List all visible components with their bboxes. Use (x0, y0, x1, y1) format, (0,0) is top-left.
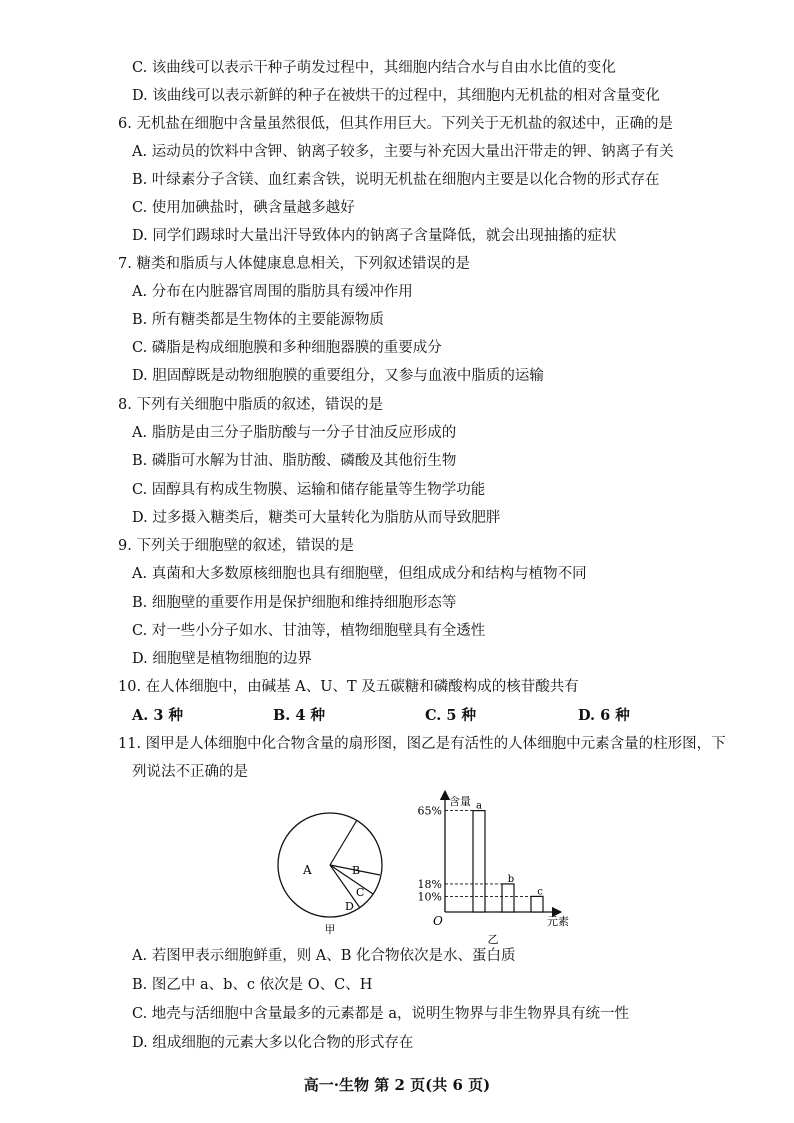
q8-stem: 8. 下列有关细胞中脂质的叙述，错误的是 (118, 397, 383, 413)
pie-label-a: A (303, 863, 312, 877)
q9-option-a: A. 真菌和大多数原核细胞也具有细胞壁，但组成成分和结构与植物不同 (132, 566, 587, 582)
q7-option-d: D. 胆固醇既是动物细胞膜的重要组分，又参与血液中脂质的运输 (132, 368, 544, 384)
q9-option-b: B. 细胞壁的重要作用是保护细胞和维持细胞形态等 (132, 595, 457, 611)
q7-option-c: C. 磷脂是构成细胞膜和多种细胞器膜的重要成分 (132, 340, 442, 356)
bar-c (531, 896, 543, 912)
q6-option-a: A. 运动员的饮料中含钾、钠离子较多，主要与补充因大量出汗带走的钾、钠离子有关 (132, 144, 674, 160)
q6-option-b: B. 叶绿素分子含镁、血红素含铁，说明无机盐在细胞内主要是以化合物的形式存在 (132, 172, 660, 188)
q11-option-a: A. 若图甲表示细胞鲜重，则 A、B 化合物依次是水、蛋白质 (132, 948, 516, 964)
q11-option-c: C. 地壳与活细胞中含量最多的元素都是 a，说明生物界与非生物界具有统一性 (132, 1006, 630, 1022)
q9-option-d: D. 细胞壁是植物细胞的边界 (132, 651, 312, 667)
q7-option-a: A. 分布在内脏器官周围的脂肪具有缓冲作用 (132, 284, 413, 300)
q5-option-c: C. 该曲线可以表示干种子萌发过程中，其细胞内结合水与自由水比值的变化 (132, 60, 616, 76)
q10-option-b: B. 4 种 (273, 707, 325, 724)
pie-label-d: D (345, 900, 354, 913)
x-axis-label: 元素 (547, 915, 569, 928)
figure-yi-caption: 乙 (487, 933, 499, 946)
q11-option-b: B. 图乙中 a、b、c 依次是 O、C、H (132, 977, 373, 993)
origin-label: O (433, 914, 443, 928)
bar-label-b: b (507, 873, 515, 885)
figure-yi-bar-chart (405, 785, 605, 955)
q11-option-d: D. 组成细胞的元素大多以化合物的形式存在 (132, 1035, 414, 1051)
q7-stem: 7. 糖类和脂质与人体健康息息相关，下列叙述错误的是 (118, 256, 470, 272)
q8-option-d: D. 过多摄入糖类后，糖类可大量转化为脂肪从而导致肥胖 (132, 510, 501, 526)
q11-stem-line1: 11. 图甲是人体细胞中化合物含量的扇形图，图乙是有活性的人体细胞中元素含量的柱形图，下 (118, 736, 726, 752)
q7-option-b: B. 所有糖类都是生物体的主要能源物质 (132, 312, 384, 328)
figure-jia-caption: 甲 (324, 923, 336, 936)
q6-option-c: C. 使用加碘盐时，碘含量越多越好 (132, 200, 355, 216)
bar-a (473, 811, 485, 912)
bar-label-a: a (476, 800, 482, 812)
q6-stem: 6. 无机盐在细胞中含量虽然很低，但其作用巨大。下列关于无机盐的叙述中，正确的是 (118, 116, 673, 132)
q8-option-b: B. 磷脂可水解为甘油、脂肪酸、磷酸及其他衍生物 (132, 453, 457, 469)
q10-option-a: A. 3 种 (132, 707, 183, 724)
q10-option-c: C. 5 种 (425, 707, 477, 724)
pie-divider-1 (330, 820, 357, 865)
figure-jia-pie (270, 800, 390, 940)
y-axis-label: 含量 (449, 795, 471, 808)
q9-option-c: C. 对一些小分子如水、甘油等，植物细胞壁具有全透性 (132, 623, 486, 639)
q11-stem-line2: 列说法不正确的是 (132, 764, 248, 780)
y-tick-label-c: 10% (417, 890, 442, 904)
q9-stem: 9. 下列关于细胞壁的叙述，错误的是 (118, 538, 354, 554)
page-footer: 高一·生物 第 2 页(共 6 页) (303, 1076, 491, 1094)
q8-option-c: C. 固醇具有构成生物膜、运输和储存能量等生物学功能 (132, 482, 486, 498)
bars-group (418, 801, 544, 912)
pie-label-c: C (356, 886, 365, 899)
q10-stem: 10. 在人体细胞中，由碱基 A、U、T 及五碳糖和磷酸构成的核苷酸共有 (118, 679, 579, 695)
y-tick-label-a: 65% (417, 804, 442, 818)
q5-option-d: D. 该曲线可以表示新鲜的种子在被烘干的过程中，其细胞内无机盐的相对含量变化 (132, 88, 660, 104)
q6-option-d: D. 同学们踢球时大量出汗导致体内的钠离子含量降低，就会出现抽搐的症状 (132, 228, 617, 244)
bar-b (502, 884, 514, 912)
y-tick-label-b: 18% (417, 877, 442, 891)
q10-option-d: D. 6 种 (578, 707, 630, 724)
bar-label-c: c (537, 886, 543, 898)
pie-label-b: B (352, 864, 361, 877)
q8-option-a: A. 脂肪是由三分子脂肪酸与一分子甘油反应形成的 (132, 425, 457, 441)
